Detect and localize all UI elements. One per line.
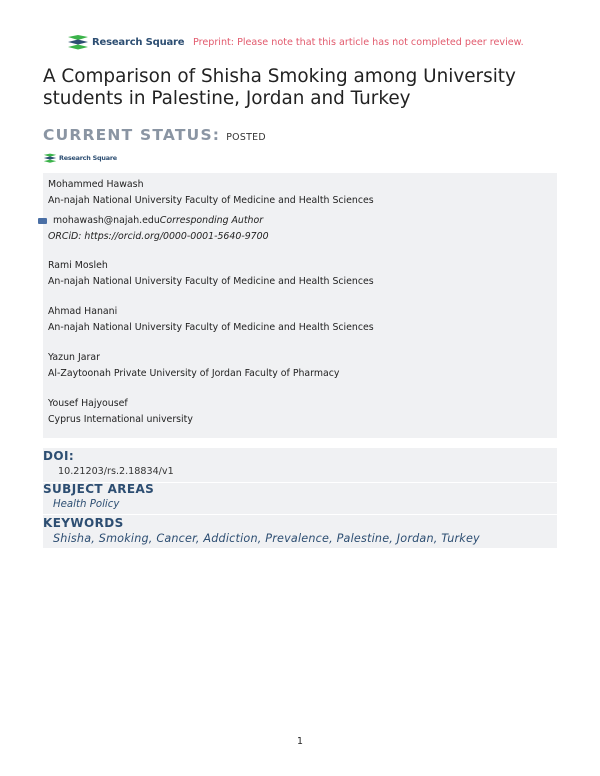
author-affiliation: An-najah National University Faculty of Medicine and Health Sciences bbox=[48, 195, 374, 206]
author-orcid[interactable]: ORCiD: https://orcid.org/0000-0001-5640-9700 bbox=[48, 231, 269, 242]
status-label: CURRENT STATUS: bbox=[43, 126, 221, 144]
author-affiliation: An-najah National University Faculty of Medicine and Health Sciences bbox=[48, 276, 374, 287]
author-entry bbox=[48, 350, 339, 382]
subject-areas-value: Health Policy bbox=[53, 499, 120, 510]
author-name: Rami Mosleh bbox=[48, 260, 108, 271]
doi-label: DOI: bbox=[43, 449, 75, 463]
preprint-notice: Preprint: Please note that this article has not completed peer review. bbox=[193, 37, 524, 48]
status-value: POSTED bbox=[226, 132, 266, 143]
authors-panel bbox=[43, 173, 557, 438]
research-square-logo-icon bbox=[67, 34, 89, 50]
author-affiliation: An-najah National University Faculty of Medicine and Health Sciences bbox=[48, 322, 374, 333]
header bbox=[0, 34, 600, 54]
author-entry bbox=[48, 258, 374, 290]
email-icon bbox=[38, 218, 47, 224]
paper-title: A Comparison of Shisha Smoking among University students in Palestine, Jordan and Turkey bbox=[43, 66, 516, 109]
small-logo-text: Research Square bbox=[59, 154, 117, 162]
author-affiliation: Cyprus International university bbox=[48, 414, 193, 425]
author-name: Yousef Hajyousef bbox=[48, 398, 128, 409]
author-name: Ahmad Hanani bbox=[48, 306, 118, 317]
keywords-value: Shisha, Smoking, Cancer, Addiction, Prevalence, Palestine, Jordan, Turkey bbox=[53, 532, 480, 545]
subject-areas-label: SUBJECT AREAS bbox=[43, 482, 155, 496]
page-number: 1 bbox=[297, 736, 303, 747]
author-entry bbox=[48, 396, 193, 428]
logo-text: Research Square bbox=[92, 36, 185, 48]
author-name: Mohammed Hawash bbox=[48, 179, 144, 190]
small-research-square-logo bbox=[43, 153, 117, 163]
current-status bbox=[43, 126, 266, 144]
author-name: Yazun Jarar bbox=[48, 352, 100, 363]
research-square-logo[interactable] bbox=[67, 34, 184, 50]
author-email[interactable]: mohawash@najah.edu bbox=[53, 215, 160, 226]
doi-value[interactable]: 10.21203/rs.2.18834/v1 bbox=[58, 466, 174, 477]
corresponding-author-label: Corresponding Author bbox=[159, 215, 264, 226]
author-affiliation: Al-Zaytoonah Private University of Jordan Faculty of Pharmacy bbox=[48, 368, 340, 379]
small-research-square-logo-icon bbox=[43, 153, 57, 163]
keywords-label: KEYWORDS bbox=[43, 516, 124, 530]
author-entry bbox=[48, 304, 374, 336]
author-entry bbox=[48, 177, 374, 245]
author-email-line bbox=[38, 213, 374, 229]
